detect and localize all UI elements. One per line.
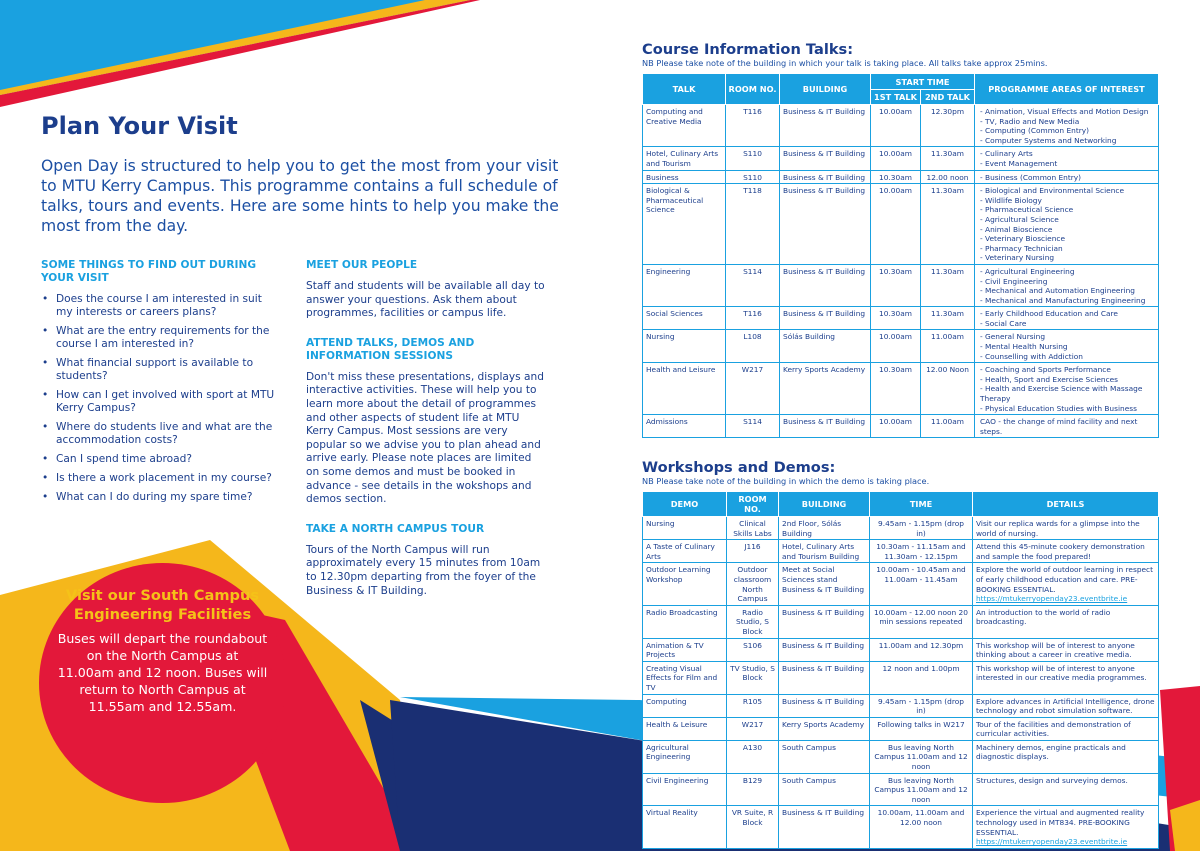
talk-programme-areas bbox=[975, 184, 1159, 265]
workshop-details-text: An introduction to the world of radio broadcasting. bbox=[976, 607, 1111, 627]
programme-area-item: - General Nursing bbox=[980, 332, 1046, 342]
workshop-row bbox=[643, 563, 1159, 605]
workshop-building: Business & IT Building bbox=[779, 661, 870, 694]
programme-area-item: - Agricultural Science bbox=[980, 214, 1059, 224]
talks-header-first-talk: 1ST TALK bbox=[871, 90, 921, 105]
workshop-time: 9.45am - 1.15pm (drop in) bbox=[870, 694, 973, 717]
programme-area-item: - Mental Health Nursing bbox=[980, 342, 1068, 352]
workshop-row bbox=[643, 694, 1159, 717]
talk-building: Business & IT Building bbox=[780, 184, 871, 265]
workshop-room: W217 bbox=[727, 717, 779, 740]
find-out-column bbox=[41, 259, 281, 510]
workshop-details-text: Structures, design and surveying demos. bbox=[976, 775, 1128, 785]
talk-row bbox=[643, 147, 1159, 170]
talk-room: T118 bbox=[726, 184, 780, 265]
programme-area-item: - Wildlife Biology bbox=[980, 195, 1042, 205]
callout-body: Buses will depart the roundabout on the North Campus at 11.00am and 12 noon. Buses will return to North Campus at 11.55am and 12.55am. bbox=[57, 631, 268, 714]
talk-second-time: 11.30am bbox=[921, 264, 975, 306]
talk-building: Business & IT Building bbox=[780, 264, 871, 306]
talk-room: L108 bbox=[726, 330, 780, 363]
talk-programme-areas bbox=[975, 170, 1159, 184]
talk-name: Health and Leisure bbox=[643, 363, 726, 415]
talk-building: Business & IT Building bbox=[780, 105, 871, 147]
programme-area-item: - Event Management bbox=[980, 158, 1058, 168]
talk-second-time: 11.30am bbox=[921, 184, 975, 265]
workshop-demo: Civil Engineering bbox=[643, 773, 727, 806]
workshop-row bbox=[643, 806, 1159, 848]
meet-heading: MEET OUR PEOPLE bbox=[306, 259, 418, 271]
talk-name: Nursing bbox=[643, 330, 726, 363]
talk-row bbox=[643, 184, 1159, 265]
workshop-demo: Health & Leisure bbox=[643, 717, 727, 740]
attend-heading: ATTEND TALKS, DEMOS AND INFORMATION SESSIONS bbox=[306, 336, 475, 362]
programme-area-item: - Animal Bioscience bbox=[980, 224, 1053, 234]
booking-link[interactable]: https://mtukerryopenday23.eventbrite.ie bbox=[976, 837, 1128, 847]
question-item: • Can I spend time abroad? bbox=[41, 453, 281, 466]
workshop-room: S106 bbox=[727, 638, 779, 661]
workshop-details-text: This workshop will be of interest to anyone interested in our creative media programmes. bbox=[976, 663, 1147, 683]
workshop-time: 12 noon and 1.00pm bbox=[870, 661, 973, 694]
question-item: • How can I get involved with sport at MTU Kerry Campus? bbox=[41, 389, 281, 415]
talk-first-time: 10.30am bbox=[871, 363, 921, 415]
talk-second-time: 11.00am bbox=[921, 330, 975, 363]
workshops-header-room: ROOM NO. bbox=[727, 492, 779, 517]
workshop-building: Business & IT Building bbox=[779, 605, 870, 638]
talk-name: Computing and Creative Media bbox=[643, 105, 726, 147]
workshop-time: Bus leaving North Campus 11.00am and 12 noon bbox=[870, 773, 973, 806]
workshop-building: South Campus bbox=[779, 773, 870, 806]
workshop-details-text: This workshop will be of interest to anyone thinking about a career in creative media. bbox=[976, 640, 1135, 660]
programme-area-item: - Civil Engineering bbox=[980, 276, 1048, 286]
programme-area-item: - Counselling with Addiction bbox=[980, 351, 1083, 361]
workshop-building: 2nd Floor, Sólás Building bbox=[779, 517, 870, 540]
workshop-room: A130 bbox=[727, 740, 779, 773]
question-list bbox=[41, 293, 281, 504]
attend-body: Don't miss these presentations, displays and interactive activities. These will help you to learn more about the detail of programmes and other aspects of student life at MTU Kerry Campus. Most sessions are very popular so we advise you to plan ahead and arrive early. Please note places are limited on some demos and must be booked in advance - see details in the wokshops and demos section. bbox=[306, 370, 544, 506]
workshop-demo: Agricultural Engineering bbox=[643, 740, 727, 773]
workshop-details bbox=[973, 517, 1159, 540]
course-talks-section bbox=[642, 42, 1159, 438]
workshop-room: TV Studio, S Block bbox=[727, 661, 779, 694]
workshop-demo: Virtual Reality bbox=[643, 806, 727, 848]
programme-area-item: - Culinary Arts bbox=[980, 149, 1033, 159]
talk-room: T116 bbox=[726, 307, 780, 330]
talk-row bbox=[643, 363, 1159, 415]
workshops-title: Workshops and Demos: bbox=[642, 459, 836, 476]
workshop-details-text: Experience the virtual and augmented reality technology used in MT834. PRE-BOOKING ESSENTIAL. bbox=[976, 808, 1145, 837]
talk-building: Business & IT Building bbox=[780, 170, 871, 184]
programme-area-item: - Pharmacy Technician bbox=[980, 243, 1063, 253]
workshop-building: Business & IT Building bbox=[779, 806, 870, 848]
workshop-details-text: Explore advances in Artificial Intelligence, drone technology and robot simulation software. bbox=[976, 696, 1155, 716]
plan-your-visit-section bbox=[41, 112, 571, 597]
workshop-demo: Outdoor Learning Workshop bbox=[643, 563, 727, 605]
workshop-time: 9.45am - 1.15pm (drop in) bbox=[870, 517, 973, 540]
workshop-details-text: Tour of the facilities and demonstration of curricular activities. bbox=[976, 719, 1131, 739]
workshop-demo: Creating Visual Effects for Film and TV bbox=[643, 661, 727, 694]
talks-header-talk: TALK bbox=[643, 74, 726, 105]
talk-name: Business bbox=[643, 170, 726, 184]
workshop-room: Clinical Skills Labs bbox=[727, 517, 779, 540]
workshops-header-time: TIME bbox=[870, 492, 973, 517]
talks-title: Course Information Talks: bbox=[642, 41, 854, 58]
workshops-header-details: DETAILS bbox=[973, 492, 1159, 517]
workshop-time: 10.30am - 11.15am and 11.30am - 12.15pm bbox=[870, 540, 973, 563]
workshop-row bbox=[643, 717, 1159, 740]
programme-area-item: - Pharmaceutical Science bbox=[980, 205, 1074, 215]
question-item: • What are the entry requirements for the course I am interested in? bbox=[41, 325, 281, 351]
talk-row bbox=[643, 170, 1159, 184]
talk-row bbox=[643, 307, 1159, 330]
talk-row bbox=[643, 105, 1159, 147]
workshop-details bbox=[973, 540, 1159, 563]
talk-second-time: 11.30am bbox=[921, 147, 975, 170]
workshops-note: NB Please take note of the building in which the demo is taking place. bbox=[642, 476, 930, 486]
workshop-building: Business & IT Building bbox=[779, 638, 870, 661]
talk-programme-areas bbox=[975, 264, 1159, 306]
programme-area-item: - Computer Systems and Networking bbox=[980, 135, 1117, 145]
talk-room: S110 bbox=[726, 170, 780, 184]
talk-row bbox=[643, 264, 1159, 306]
talk-first-time: 10.00am bbox=[871, 184, 921, 265]
question-item: • Is there a work placement in my course? bbox=[41, 472, 281, 485]
talks-header-room: ROOM NO. bbox=[726, 74, 780, 105]
talk-building: Sólás Building bbox=[780, 330, 871, 363]
workshop-building: Kerry Sports Academy bbox=[779, 717, 870, 740]
south-campus-callout bbox=[39, 563, 286, 803]
workshops-header-building: BUILDING bbox=[779, 492, 870, 517]
talk-name: Engineering bbox=[643, 264, 726, 306]
workshop-details bbox=[973, 605, 1159, 638]
programme-area-item: CAO - the change of mind facility and next steps. bbox=[980, 417, 1138, 436]
talk-room: S114 bbox=[726, 415, 780, 438]
talk-first-time: 10.00am bbox=[871, 330, 921, 363]
talk-second-time: 12.00 noon bbox=[921, 170, 975, 184]
programme-area-item: - Physical Education Studies with Business bbox=[980, 403, 1137, 413]
programme-area-item: - Agricultural Engineering bbox=[980, 266, 1075, 276]
workshop-row bbox=[643, 740, 1159, 773]
question-item: • Does the course I am interested in suit my interests or careers plans? bbox=[41, 293, 281, 319]
workshop-details bbox=[973, 717, 1159, 740]
talk-building: Business & IT Building bbox=[780, 307, 871, 330]
talks-header-start-time: START TIME bbox=[871, 74, 975, 90]
workshop-demo: A Taste of Culinary Arts bbox=[643, 540, 727, 563]
talk-programme-areas bbox=[975, 330, 1159, 363]
workshop-details-text: Explore the world of outdoor learning in respect of early childhood education and care. PRE-BOOKING ESSENTIAL. bbox=[976, 565, 1154, 594]
talk-second-time: 11.00am bbox=[921, 415, 975, 438]
workshop-row bbox=[643, 661, 1159, 694]
talk-name: Social Sciences bbox=[643, 307, 726, 330]
talk-name: Hotel, Culinary Arts and Tourism bbox=[643, 147, 726, 170]
talk-room: T116 bbox=[726, 105, 780, 147]
talk-programme-areas bbox=[975, 105, 1159, 147]
programme-area-item: - Business (Common Entry) bbox=[980, 172, 1082, 182]
workshop-time: 10.00am, 11.00am and 12.00 noon bbox=[870, 806, 973, 848]
talks-note: NB Please take note of the building in which your talk is taking place. All talks take approx 25mins. bbox=[642, 58, 1048, 68]
talk-programme-areas bbox=[975, 147, 1159, 170]
talk-room: W217 bbox=[726, 363, 780, 415]
programme-area-item: - Animation, Visual Effects and Motion Design bbox=[980, 107, 1149, 116]
workshop-details bbox=[973, 694, 1159, 717]
talk-room: S110 bbox=[726, 147, 780, 170]
workshop-details-text: Visit our replica wards for a glimpse into the world of nursing. bbox=[976, 519, 1140, 538]
meet-body: Staff and students will be available all day to answer your questions. Ask them about programmes, facilities or campus life. bbox=[306, 280, 545, 320]
programme-area-item: - TV, Radio and New Media bbox=[980, 116, 1080, 126]
intro-paragraph: Open Day is structured to help you to get the most from your visit to MTU Kerry Campus. This programme contains a full schedule of talks, tours and events. Here are some hints to help you make the most from the day. bbox=[41, 157, 559, 235]
talk-first-time: 10.00am bbox=[871, 415, 921, 438]
workshop-row bbox=[643, 773, 1159, 806]
workshop-time: 10.00am - 10.45am and 11.00am - 11.45am bbox=[870, 563, 973, 605]
talk-first-time: 10.00am bbox=[871, 147, 921, 170]
programme-area-item: - Coaching and Sports Performance bbox=[980, 365, 1111, 375]
workshop-room: Radio Studio, S Block bbox=[727, 605, 779, 638]
workshop-room: VR Suite, R Block bbox=[727, 806, 779, 848]
talk-first-time: 10.30am bbox=[871, 307, 921, 330]
find-out-heading: SOME THINGS TO FIND OUT DURING YOUR VISIT bbox=[41, 259, 257, 284]
tour-body: Tours of the North Campus will run approximately every 15 minutes from 10am to 12.30pm departing from the foyer of the Business & IT Building. bbox=[306, 543, 541, 597]
workshop-details bbox=[973, 740, 1159, 773]
workshop-time: Bus leaving North Campus 11.00am and 12 noon bbox=[870, 740, 973, 773]
programme-area-item: - Veterinary Bioscience bbox=[980, 234, 1066, 244]
workshops-section bbox=[642, 460, 1159, 849]
talk-building: Business & IT Building bbox=[780, 415, 871, 438]
talk-name: Biological & Pharmaceutical Science bbox=[643, 184, 726, 265]
programme-area-item: - Veterinary Nursing bbox=[980, 253, 1055, 263]
info-column bbox=[306, 259, 546, 614]
workshop-row bbox=[643, 638, 1159, 661]
workshop-demo: Computing bbox=[643, 694, 727, 717]
talk-first-time: 10.30am bbox=[871, 170, 921, 184]
workshop-row bbox=[643, 605, 1159, 638]
talks-header-areas: PROGRAMME AREAS OF INTEREST bbox=[975, 74, 1159, 105]
workshop-demo: Nursing bbox=[643, 517, 727, 540]
workshop-building: Meet at Social Sciences stand Business & IT Building bbox=[779, 563, 870, 605]
talk-name: Admissions bbox=[643, 415, 726, 438]
workshops-header-demo: DEMO bbox=[643, 492, 727, 517]
programme-area-item: - Mechanical and Manufacturing Engineering bbox=[980, 295, 1146, 305]
workshop-building: Hotel, Culinary Arts and Tourism Building bbox=[779, 540, 870, 563]
talk-programme-areas bbox=[975, 415, 1159, 438]
question-item: • What can I do during my spare time? bbox=[41, 491, 281, 504]
programme-area-item: - Health and Exercise Science with Massage Therapy bbox=[980, 384, 1143, 404]
talk-building: Kerry Sports Academy bbox=[780, 363, 871, 415]
workshop-time: Following talks in W217 bbox=[870, 717, 973, 740]
talk-row bbox=[643, 415, 1159, 438]
talk-second-time: 12.30pm bbox=[921, 105, 975, 147]
workshop-room: Outdoor classroom North Campus bbox=[727, 563, 779, 605]
workshop-details-text: Attend this 45-minute cookery demonstration and sample the food prepared! bbox=[976, 542, 1145, 561]
workshop-room: R105 bbox=[727, 694, 779, 717]
talk-second-time: 12.00 Noon bbox=[921, 363, 975, 415]
page-title: Plan Your Visit bbox=[41, 112, 238, 140]
programme-area-item: - Biological and Environmental Science bbox=[980, 186, 1125, 196]
talk-second-time: 11.30am bbox=[921, 307, 975, 330]
workshop-details bbox=[973, 638, 1159, 661]
workshop-time: 11.00am and 12.30pm bbox=[870, 638, 973, 661]
booking-link[interactable]: https://mtukerryopenday23.eventbrite.ie bbox=[976, 594, 1128, 604]
workshop-details bbox=[973, 773, 1159, 806]
workshop-demo: Animation & TV Projects bbox=[643, 638, 727, 661]
programme-area-item: - Social Care bbox=[980, 318, 1027, 328]
question-item: • Where do students live and what are the accommodation costs? bbox=[41, 421, 281, 447]
workshop-details bbox=[973, 806, 1159, 848]
tour-heading: TAKE A NORTH CAMPUS TOUR bbox=[306, 522, 485, 535]
talk-room: S114 bbox=[726, 264, 780, 306]
workshop-row bbox=[643, 540, 1159, 563]
talk-row bbox=[643, 330, 1159, 363]
programme-area-item: - Health, Sport and Exercise Sciences bbox=[980, 374, 1119, 384]
talk-first-time: 10.30am bbox=[871, 264, 921, 306]
programme-area-item: - Mechanical and Automation Engineering bbox=[980, 286, 1135, 296]
workshops-table bbox=[642, 491, 1159, 849]
talks-table bbox=[642, 73, 1159, 438]
talks-header-building: BUILDING bbox=[780, 74, 871, 105]
programme-area-item: - Early Childhood Education and Care bbox=[980, 309, 1118, 319]
workshop-room: B129 bbox=[727, 773, 779, 806]
workshop-details bbox=[973, 563, 1159, 605]
workshop-time: 10.00am - 12.00 noon 20 min sessions repeated bbox=[870, 605, 973, 638]
workshop-details bbox=[973, 661, 1159, 694]
workshop-row bbox=[643, 517, 1159, 540]
callout-heading: Visit our South Campus Engineering Facilities bbox=[65, 587, 260, 623]
talk-building: Business & IT Building bbox=[780, 147, 871, 170]
workshop-building: Business & IT Building bbox=[779, 694, 870, 717]
talks-header-second-talk: 2ND TALK bbox=[921, 90, 975, 105]
question-item: • What financial support is available to students? bbox=[41, 357, 281, 383]
workshop-details-text: Machinery demos, engine practicals and diagnostic displays. bbox=[976, 742, 1126, 762]
talk-programme-areas bbox=[975, 363, 1159, 415]
workshop-demo: Radio Broadcasting bbox=[643, 605, 727, 638]
programme-area-item: - Computing (Common Entry) bbox=[980, 126, 1090, 136]
workshop-room: J116 bbox=[727, 540, 779, 563]
talk-first-time: 10.00am bbox=[871, 105, 921, 147]
talk-programme-areas bbox=[975, 307, 1159, 330]
workshop-building: South Campus bbox=[779, 740, 870, 773]
